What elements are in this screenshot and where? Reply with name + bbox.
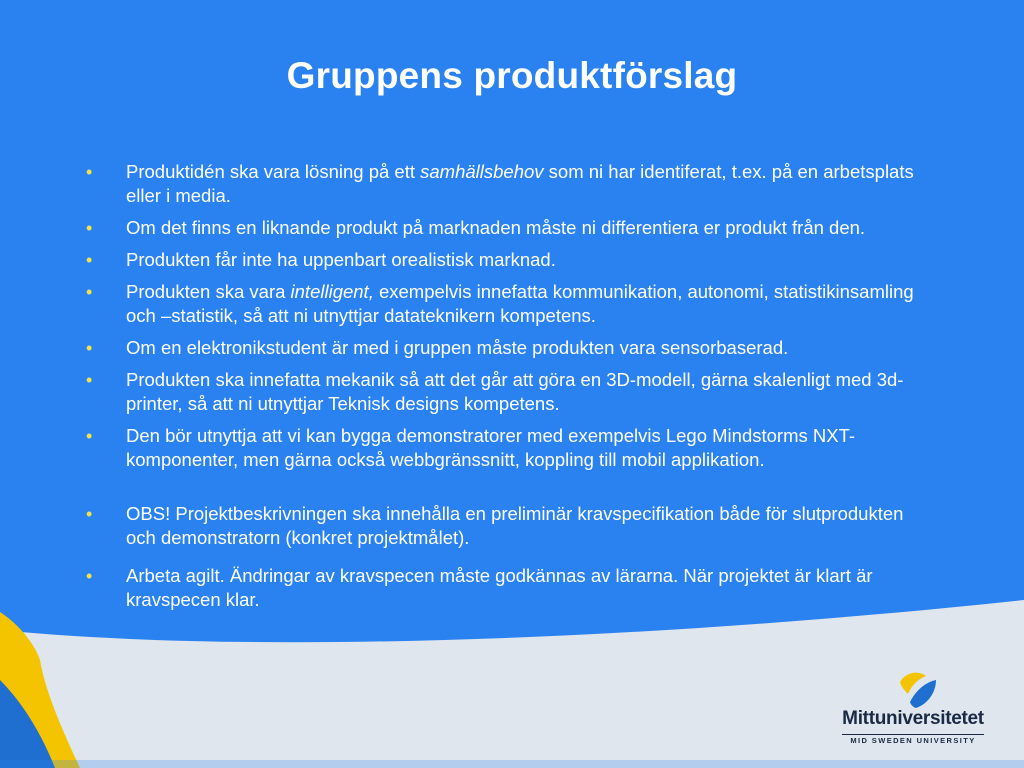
bullet-text: Om det finns en liknande produkt på marknaden måste ni differentiera er produkt från den. <box>126 217 866 238</box>
bullet-text: Produktidén ska vara lösning på ett <box>126 161 421 182</box>
bullet-item <box>84 216 934 240</box>
bullet-item <box>84 424 934 472</box>
bullet-text: Produkten ska vara <box>126 281 291 302</box>
bullet-item <box>84 160 934 208</box>
logo-name: Mittuniversitetet <box>842 708 984 729</box>
bullet-text-emphasis: samhällsbehov <box>420 161 544 182</box>
bullet-text: som ni har identiferat, t.ex. på en arbetsplats eller i media. <box>126 161 914 206</box>
bullet-list <box>84 160 934 620</box>
bullet-marker-icon: • <box>86 370 93 390</box>
bullet-item <box>84 368 934 416</box>
bullet-text: OBS! Projektbeskrivningen ska innehålla en preliminär kravspecifikation både för slutprodukten och demonstratorn (konkret projektmålet). <box>126 503 904 548</box>
bullet-text: exempelvis innefatta kommunikation, autonomi, statistikinsamling och –statistik, så att ni utnyttjar datateknikern kompetens. <box>126 281 914 326</box>
logo-subtitle: MID SWEDEN UNIVERSITY <box>850 736 976 745</box>
bullet-text: Om en elektronikstudent är med i gruppen måste produkten vara sensorbaserad. <box>126 337 789 358</box>
bullet-text-emphasis: intelligent, <box>290 281 374 302</box>
bullet-text: Den bör utnyttja att vi kan bygga demonstratorer med exempelvis Lego Mindstorms NXT-komponenter, men gärna också webbgränssnitt, koppling till mobil applikation. <box>126 425 856 470</box>
university-logo <box>838 668 988 748</box>
bullet-item <box>84 564 934 612</box>
slide-title: Gruppens produktförslag <box>286 55 738 96</box>
bullet-item <box>84 502 934 550</box>
logo-divider <box>842 734 984 735</box>
logo-mark-icon <box>896 668 938 710</box>
bullet-item <box>84 248 934 272</box>
bullet-marker-icon: • <box>86 566 93 586</box>
bullet-marker-icon: • <box>86 426 93 446</box>
bullet-item <box>84 280 934 328</box>
bullet-text: Produkten får inte ha uppenbart orealistisk marknad. <box>126 249 556 270</box>
bullet-item <box>84 336 934 360</box>
bullet-marker-icon: • <box>86 282 93 302</box>
bullet-marker-icon: • <box>86 250 93 270</box>
bullet-marker-icon: • <box>86 338 93 358</box>
bullet-text: Arbeta agilt. Ändringar av kravspecen måste godkännas av lärarna. När projektet är klart är kravspecen klar. <box>126 565 873 610</box>
bullet-marker-icon: • <box>86 218 93 238</box>
bullet-marker-icon: • <box>86 504 93 524</box>
bullet-marker-icon: • <box>86 162 93 182</box>
bullet-text: Produkten ska innefatta mekanik så att det går att göra en 3D-modell, gärna skalenligt med 3d-printer, så att ni utnyttjar Teknisk designs kompetens. <box>126 369 904 414</box>
